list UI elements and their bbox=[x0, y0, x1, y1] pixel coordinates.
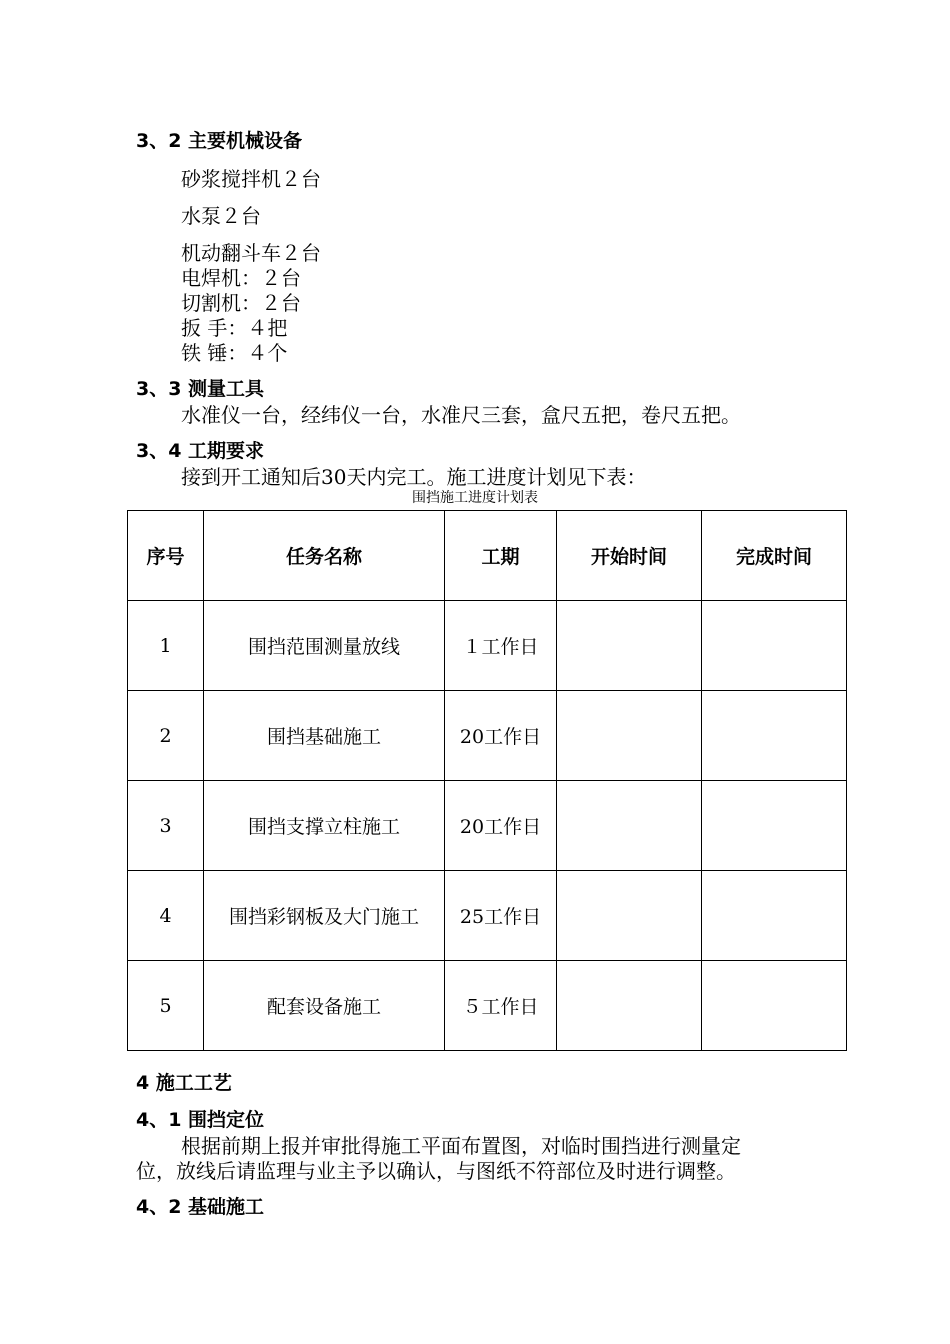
table-cell bbox=[557, 781, 702, 871]
table-row bbox=[128, 601, 847, 691]
table-cell: 5 bbox=[128, 961, 204, 1051]
equipment-item: 机动翻斗车２台 bbox=[181, 241, 321, 265]
table-cell: 4 bbox=[128, 871, 204, 961]
section-4-1-heading: 4、1 围挡定位 bbox=[136, 1109, 265, 1131]
table-header-row bbox=[128, 511, 847, 601]
header-cell: 任务名称 bbox=[204, 511, 445, 601]
table-cell bbox=[702, 871, 847, 961]
header-cell: 工期 bbox=[445, 511, 557, 601]
table-row bbox=[128, 781, 847, 871]
section-3-3-heading: 3、3 测量工具 bbox=[136, 378, 265, 400]
schedule-table bbox=[127, 510, 847, 1051]
section-4-2-heading: 4、2 基础施工 bbox=[136, 1196, 265, 1218]
table-cell: 1 bbox=[128, 601, 204, 691]
table-row bbox=[128, 961, 847, 1051]
equipment-item: 水泵２台 bbox=[181, 204, 261, 228]
section-3-4-text: 接到开工通知后30天内完工。施工进度计划见下表： bbox=[181, 465, 647, 489]
section-3-2-heading: 3、2 主要机械设备 bbox=[136, 130, 303, 152]
section-4-1-text-line1: 根据前期上报并审批得施工平面布置图，对临时围挡进行测量定 bbox=[181, 1134, 741, 1158]
table-cell: 2 bbox=[128, 691, 204, 781]
table-cell: 围挡彩钢板及大门施工 bbox=[204, 871, 445, 961]
table-cell: 25工作日 bbox=[445, 871, 557, 961]
table-cell: ５工作日 bbox=[445, 961, 557, 1051]
table-cell bbox=[702, 781, 847, 871]
table-cell: 配套设备施工 bbox=[204, 961, 445, 1051]
header-cell: 开始时间 bbox=[557, 511, 702, 601]
section-3-4-heading: 3、4 工期要求 bbox=[136, 440, 265, 462]
equipment-item: 扳 手：４把 bbox=[181, 316, 288, 340]
table-cell bbox=[557, 961, 702, 1051]
table-cell: 20工作日 bbox=[445, 781, 557, 871]
table-cell: 围挡范围测量放线 bbox=[204, 601, 445, 691]
table-caption: 围挡施工进度计划表 bbox=[412, 490, 538, 506]
table-cell bbox=[702, 691, 847, 781]
equipment-item: 铁 锤：４个 bbox=[181, 341, 288, 365]
table-cell: １工作日 bbox=[445, 601, 557, 691]
equipment-item: 电焊机：２台 bbox=[181, 266, 301, 290]
equipment-item: 切割机：２台 bbox=[181, 291, 301, 315]
table-cell bbox=[702, 961, 847, 1051]
section-4-1-text-line2: 位，放线后请监理与业主予以确认，与图纸不符部位及时进行调整。 bbox=[136, 1159, 736, 1183]
header-cell: 完成时间 bbox=[702, 511, 847, 601]
table-row bbox=[128, 691, 847, 781]
table-cell: 围挡基础施工 bbox=[204, 691, 445, 781]
table-cell: 围挡支撑立柱施工 bbox=[204, 781, 445, 871]
table-cell: 3 bbox=[128, 781, 204, 871]
table-cell bbox=[557, 691, 702, 781]
header-cell: 序号 bbox=[128, 511, 204, 601]
section-4-heading: 4 施工工艺 bbox=[136, 1072, 232, 1094]
table-cell bbox=[557, 601, 702, 691]
table-cell bbox=[702, 601, 847, 691]
table-row bbox=[128, 871, 847, 961]
table-cell: 20工作日 bbox=[445, 691, 557, 781]
equipment-item: 砂浆搅拌机２台 bbox=[181, 167, 321, 191]
section-3-3-text: 水准仪一台，经纬仪一台，水准尺三套，盒尺五把，卷尺五把。 bbox=[181, 403, 741, 427]
table-cell bbox=[557, 871, 702, 961]
